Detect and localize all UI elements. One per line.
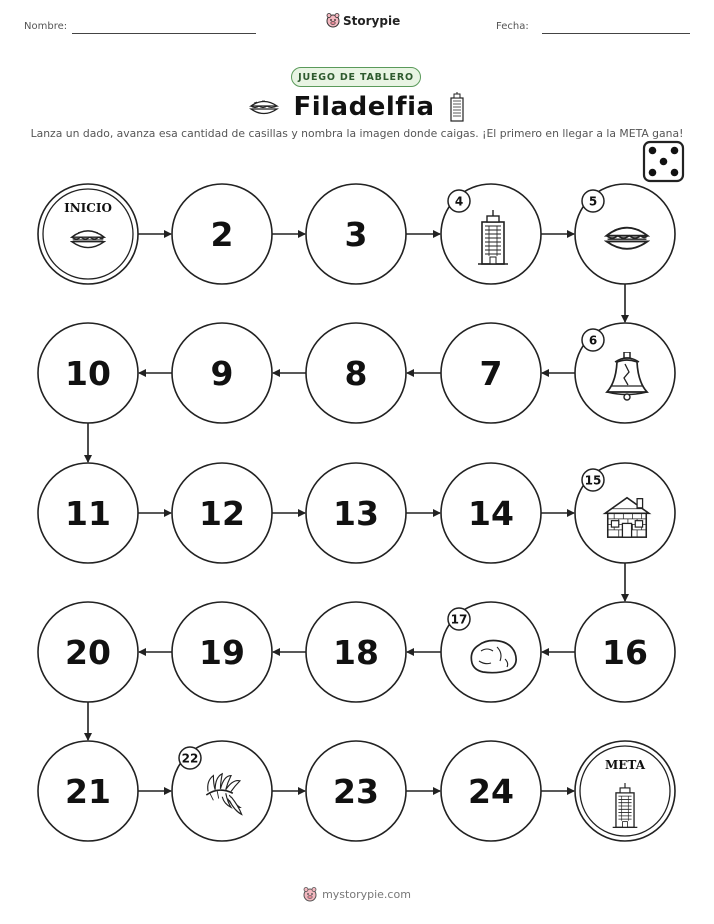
pig-mascot-icon <box>303 887 317 902</box>
space-number: 16 <box>602 633 648 672</box>
space-number: 19 <box>199 633 245 672</box>
board-space-8[interactable] <box>306 323 406 423</box>
name-label: Nombre: <box>24 21 68 32</box>
dice-pip <box>671 147 679 155</box>
space-number: 20 <box>65 633 111 672</box>
footer-url: mystorypie.com <box>322 888 411 901</box>
board-space-2[interactable] <box>172 184 272 284</box>
dice-icon <box>644 142 683 181</box>
dice-pip <box>649 147 657 155</box>
space-number: 6 <box>588 333 598 348</box>
instructions: Lanza un dado, avanza esa cantidad de casillas y nombra la imagen donde caigas. ¡El primero en llegar a la META gana! <box>30 127 684 140</box>
space-number: 4 <box>454 194 464 209</box>
space-number: 2 <box>210 215 234 254</box>
board-space-11[interactable] <box>38 463 138 563</box>
footer <box>0 887 714 902</box>
start-space[interactable] <box>38 184 138 284</box>
space-number: 9 <box>210 354 234 393</box>
dice-pip <box>649 169 657 177</box>
board-space-12[interactable] <box>172 463 272 563</box>
game-type-badge: JUEGO DE TABLERO <box>291 67 421 87</box>
date-label: Fecha: <box>496 21 529 32</box>
board-space-20[interactable] <box>38 602 138 702</box>
space-number: 18 <box>333 633 379 672</box>
space-number: 13 <box>333 494 379 533</box>
space-number: 23 <box>333 772 379 811</box>
space-number: 24 <box>468 772 514 811</box>
board-space-4[interactable] <box>441 184 541 284</box>
space-number: 22 <box>181 751 199 766</box>
board-space-13[interactable] <box>306 463 406 563</box>
space-number: 15 <box>584 473 602 488</box>
board-space-5[interactable] <box>575 184 675 284</box>
rock-icon <box>471 641 516 673</box>
board-space-22[interactable] <box>172 741 272 841</box>
board-space-21[interactable] <box>38 741 138 841</box>
dice-pip <box>660 158 668 166</box>
board-space-16[interactable] <box>575 602 675 702</box>
brand-name: Storypie <box>343 13 401 28</box>
space-label: INICIO <box>64 201 112 215</box>
board-space-15[interactable] <box>575 463 675 563</box>
page-title: Filadelfia <box>293 92 435 122</box>
space-number: 12 <box>199 494 245 533</box>
board-space-9[interactable] <box>172 323 272 423</box>
board-space-17[interactable] <box>441 602 541 702</box>
space-number: 17 <box>450 612 468 627</box>
finish-space[interactable] <box>575 741 675 841</box>
board-space-23[interactable] <box>306 741 406 841</box>
dice-pip <box>671 169 679 177</box>
board-space-6[interactable] <box>575 323 675 423</box>
space-number: 21 <box>65 772 111 811</box>
board-space-14[interactable] <box>441 463 541 563</box>
board-space-18[interactable] <box>306 602 406 702</box>
space-number: 11 <box>65 494 111 533</box>
space-number: 10 <box>65 354 111 393</box>
board-space-24[interactable] <box>441 741 541 841</box>
board-space-19[interactable] <box>172 602 272 702</box>
space-number: 8 <box>344 354 368 393</box>
board-space-10[interactable] <box>38 323 138 423</box>
space-number: 7 <box>479 354 503 393</box>
space-label: META <box>604 758 646 772</box>
space-number: 3 <box>344 215 368 254</box>
space-number: 5 <box>588 194 598 209</box>
board-space-3[interactable] <box>306 184 406 284</box>
space-number: 14 <box>468 494 514 533</box>
board-space-7[interactable] <box>441 323 541 423</box>
